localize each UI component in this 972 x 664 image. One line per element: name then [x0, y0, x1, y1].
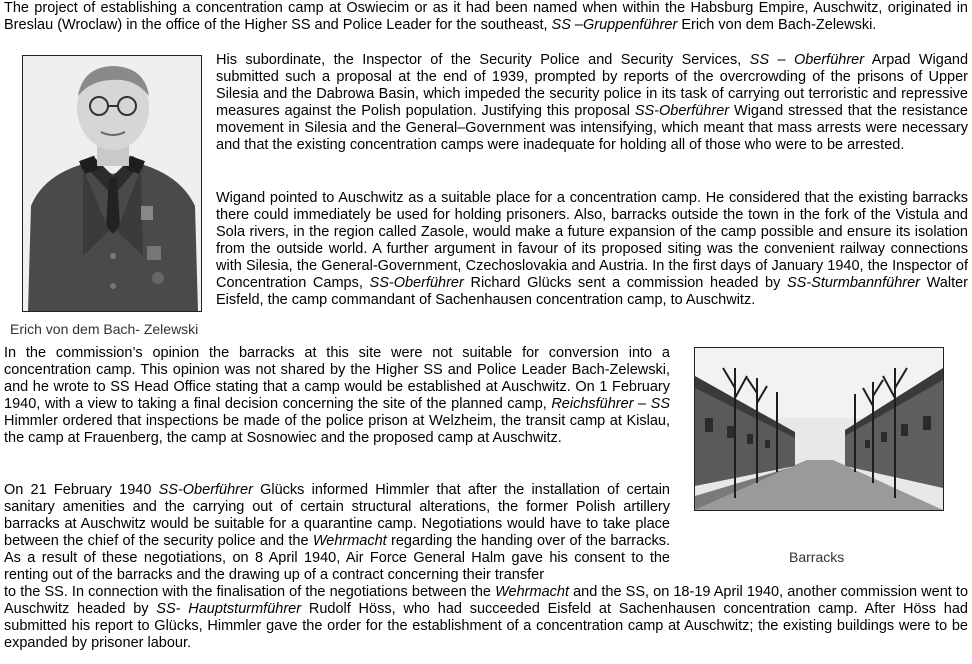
paragraph-commission-opinion [4, 345, 670, 447]
text-run: Arpad Wigand submitted such a proposal at the end of 1939, prompted by reports of the overcrowding of the prisons of Upper Silesia and the Dabrowa Basin, which impeded the security police in its task of carrying out terroristic and repressive measures against the Polish population. Justifying this proposal [216, 52, 969, 119]
italic-term: Reichsführer – SS [551, 396, 671, 412]
text-run: His subordinate, the Inspector of the Security Police and Security Services, [216, 52, 750, 68]
portrait-photo [22, 55, 202, 312]
italic-term: SS – Oberführer [749, 52, 865, 68]
intro-paragraph [4, 0, 968, 34]
text-run: The project of establishing a concentration camp at Oswiecim or as it had been named when within the Habsburg Empire, Auschwitz, originated in Breslau (Wroclaw) in the office of the Higher SS and Police Leader for the southeast, [4, 0, 968, 33]
text-run: Himmler ordered that inspections be made of the police prison at Welzheim, the transit camp at Kislau, the camp at Frauenberg, the camp at Sosnowiec and the proposed camp at Auschwitz. [4, 413, 670, 446]
text-run: Rudolf Höss, who had succeeded Eisfeld at Sachenhausen concentration camp. After Höss had submitted his report to Glücks, Himmler gave the order for the establishment of a concentration camp at Auschwitz; the existing buildings were to be expanded by prisoner labour. [4, 601, 969, 651]
italic-term: SS –Gruppenführer [551, 17, 678, 33]
barracks-caption: Barracks [789, 549, 845, 565]
portrait-illustration [23, 56, 201, 311]
barracks-illustration [695, 348, 943, 510]
text-run: Walter Eisfeld, the camp commandant of Sachenhausen concentration camp, to Auschwitz. [216, 275, 968, 308]
paragraph-wigand-proposal [216, 52, 968, 154]
paragraph-auschwitz-site [216, 190, 968, 309]
text-run: Wigand stressed that the resistance movement in Silesia and the General–Government was intensifying, which meant that mass arrests were necessary and that the existing concentration camps were inadequate for holding all of those who were to be arrested. [216, 103, 968, 153]
text-run: and the SS, on 18-19 April 1940, another commission went to Auschwitz headed by [4, 584, 969, 617]
barracks-photo [694, 347, 944, 511]
text-run: Richard Glücks sent a commission headed by [463, 275, 787, 291]
text-run: Wigand pointed to Auschwitz as a suitable place for a concentration camp. He considered that the existing barracks there could immediately be used for holding prisoners. Also, barracks outside the town in the fork of the Vistula and Sola rivers, in the region called Zasole, would make a future expansion of the camp possible and ensure its isolation from the outside world. A further argument in favour of its proposed siting was the convenient railway connections with Silesia, the General-Government, Czechoslovakia and Austria. In the first days of January 1940, the Inspector of Concentration Camps, [216, 190, 968, 291]
text-run: Erich von dem Bach-Zelewski. [677, 17, 877, 33]
text-run: regarding the handing over of the barracks. As a result of these negotiations, on 8 April 1940, Air Force General Halm gave his consent to the renting out of the barracks and the drawing up of a contract concerning their transfer [4, 533, 670, 583]
text-run: to the SS. In connection with the finalisation of the negotiations between the [4, 584, 496, 600]
italic-term: SS-Sturmbannführer [787, 275, 920, 291]
text-run: Glücks informed Himmler that after the installation of certain sanitary amenities and the carrying out of certain structural alterations, the former Polish artillery barracks at Auschwitz would be suitable for a quarantine camp. Negotiations would have to take place between the chief of the security police and the [4, 482, 670, 549]
italic-term: SS- Hauptsturmführer [156, 601, 302, 617]
paragraph-gluecks-report [4, 482, 670, 584]
italic-term: SS-Oberführer [634, 103, 730, 119]
italic-term: Wehrmacht [312, 533, 387, 549]
italic-term: SS-Oberführer [369, 275, 464, 291]
paragraph-hoess-commission [4, 584, 968, 652]
text-run: On 21 February 1940 [4, 482, 159, 498]
italic-term: SS-Oberführer [158, 482, 253, 498]
italic-term: Wehrmacht [495, 584, 569, 600]
text-run: In the commission’s opinion the barracks at this site were not suitable for conversion into a concentration camp. This opinion was not shared by the Higher SS and Police Leader Bach-Zelewski, and he wrote to SS Head Office stating that a camp would be established at Auschwitz. On 1 February 1940, with a view to taking a final decision concerning the site of the planned camp, [4, 345, 670, 412]
portrait-caption: Erich von dem Bach- Zelewski [10, 321, 199, 337]
